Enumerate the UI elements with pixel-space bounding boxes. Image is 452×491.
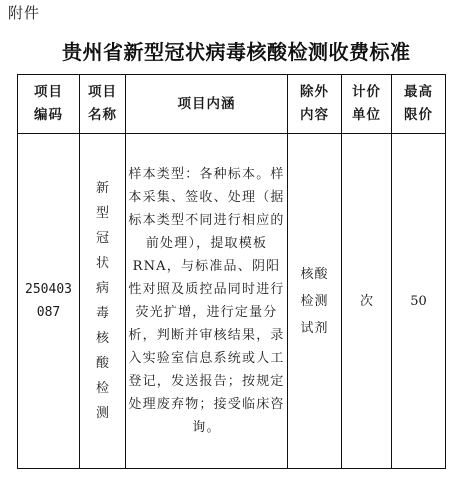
header-line: 项目	[34, 84, 63, 100]
header-line: 名称	[88, 107, 117, 123]
exclusion-cell	[288, 134, 342, 469]
table-header-row	[18, 75, 446, 134]
pricing-unit-cell	[342, 134, 392, 469]
item-code-cell	[18, 134, 80, 469]
header-line: 单位	[352, 107, 381, 123]
pricing-unit: 次	[359, 293, 373, 309]
header-line: 计价	[352, 84, 381, 100]
item-name: 新型冠状病毒核酸检测	[95, 181, 109, 421]
item-code-line: 250403	[25, 282, 72, 297]
item-content-cell	[126, 134, 288, 469]
column-header-item-content	[126, 75, 288, 134]
header-line: 编码	[34, 107, 63, 123]
column-header-item-name	[80, 75, 126, 134]
header-line: 最高	[404, 84, 433, 100]
exclusion-content: 核酸检测试剂	[300, 266, 329, 336]
item-code-line: 087	[36, 305, 61, 320]
document-title: 贵州省新型冠状病毒核酸检测收费标准	[62, 40, 411, 64]
max-price-cell	[392, 134, 446, 469]
column-header-max-price	[392, 75, 446, 134]
max-price: 50	[410, 293, 427, 309]
attachment-label: 附件	[8, 4, 41, 22]
header-line: 限价	[404, 107, 433, 123]
item-content: 样本类型：各种标本。样本采集、签收、处理（据标本类型不同进行相应的前处理），提取模板 RNA，与标准品、阴阳性对照及质控品同时进行荧光扩增，进行定量分析，判断并审核结果，录入实验室信息系统或人工登记，发送报告；按规定处理废弃物；接受临床咨询。	[128, 167, 285, 435]
item-name-cell	[80, 134, 126, 469]
table-row	[18, 134, 446, 469]
header-line: 内容	[300, 107, 329, 123]
fee-standard-table	[17, 74, 446, 469]
header-line: 除外	[300, 84, 329, 100]
column-header-exclusion	[288, 75, 342, 134]
header-line: 项目	[88, 84, 117, 100]
column-header-pricing-unit	[342, 75, 392, 134]
header-line: 项目内涵	[177, 95, 236, 112]
column-header-item-code	[18, 75, 80, 134]
